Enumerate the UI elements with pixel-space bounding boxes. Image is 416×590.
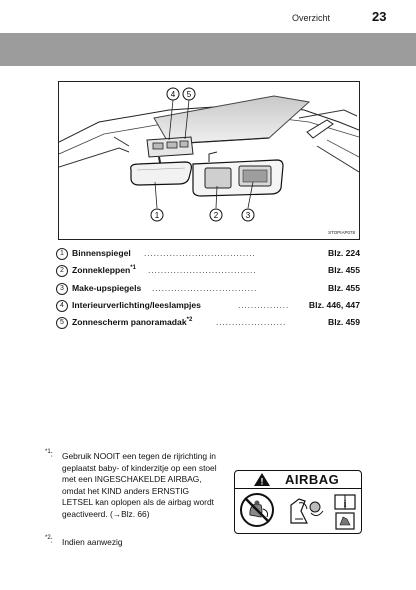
footnote-mark-1: $^{*1}$: (45, 449, 53, 459)
dot-leader: ................................. (152, 282, 258, 293)
airbag-warning-label (234, 470, 362, 534)
item-number: 5 (56, 317, 68, 329)
section-title: Overzicht (292, 13, 331, 23)
page-number: 23 (372, 9, 387, 24)
item-label: Binnenspiegel (72, 248, 131, 258)
page-ref: Blz. 446, 447 (308, 297, 360, 314)
list-item (56, 245, 360, 262)
footnote-ref: *2 (186, 317, 193, 324)
item-label: Make-upspiegels (72, 282, 142, 293)
read-manual-icon (335, 495, 355, 529)
callout-3 (242, 209, 254, 221)
list-item (56, 297, 360, 314)
list-item (56, 262, 360, 279)
callout-1 (151, 209, 163, 221)
svg-text:5: 5 (186, 90, 192, 99)
airbag-title: AIRBAG (285, 472, 340, 487)
figure-code: STOPIAP078 (328, 230, 355, 235)
parts-list (56, 245, 360, 331)
dot-leader: ................ (238, 299, 290, 310)
airbag-label-header (235, 471, 361, 489)
page-ref: Blz. 455 (327, 262, 360, 279)
footnote-2-text: Indien aanwezig (62, 537, 123, 547)
footnote-mark-2: $^{*2}$: (45, 535, 53, 545)
item-number: 2 (56, 265, 68, 277)
page-ref: Blz. 459 (327, 314, 360, 331)
item-number: 4 (56, 300, 68, 312)
svg-text:4: 4 (170, 90, 176, 99)
list-item (56, 314, 360, 331)
header-band (0, 33, 416, 66)
dot-leader: .................................. (148, 265, 257, 276)
item-label: Interieurverlichting/leeslampjes (72, 299, 201, 310)
no-child-seat-icon (241, 494, 273, 526)
footnote-ref: *1 (130, 265, 136, 272)
airbag-deploy-icon (291, 499, 323, 523)
callout-4 (167, 88, 179, 100)
svg-text:2: 2 (213, 211, 219, 220)
item-label: Zonnekleppen$^{*1}$ (72, 265, 136, 276)
dot-leader: ...................... (216, 317, 287, 328)
airbag-pictograms (235, 489, 361, 533)
callout-5 (183, 88, 195, 100)
callout-2 (210, 209, 222, 221)
item-number: 1 (56, 248, 68, 260)
list-item (56, 280, 360, 297)
item-label: Zonnescherm panoramadak$^{*2}$ (72, 317, 193, 328)
svg-text:!: ! (260, 476, 264, 487)
interior-illustration (58, 81, 360, 240)
page-ref: Blz. 224 (327, 245, 360, 262)
dot-leader: ................................... (144, 248, 256, 258)
page-ref: Blz. 455 (327, 280, 360, 297)
svg-text:1: 1 (154, 211, 160, 220)
warning-triangle-icon (253, 472, 271, 487)
car-interior-drawing (59, 82, 359, 239)
svg-text:i: i (343, 499, 347, 510)
svg-text:3: 3 (245, 211, 251, 220)
footnote-1-text: Gebruik NOOIT een tegen de rijrichting in geplaatst baby- of kinderzitje op een stoel met een INGESCHAKELDE AIRBAG, omdat het KIND anders ERNSTIG LETSEL kan oplopen als de airbag wordt geactiveerd. (→Blz. 66) (62, 451, 217, 519)
item-number: 3 (56, 283, 68, 295)
